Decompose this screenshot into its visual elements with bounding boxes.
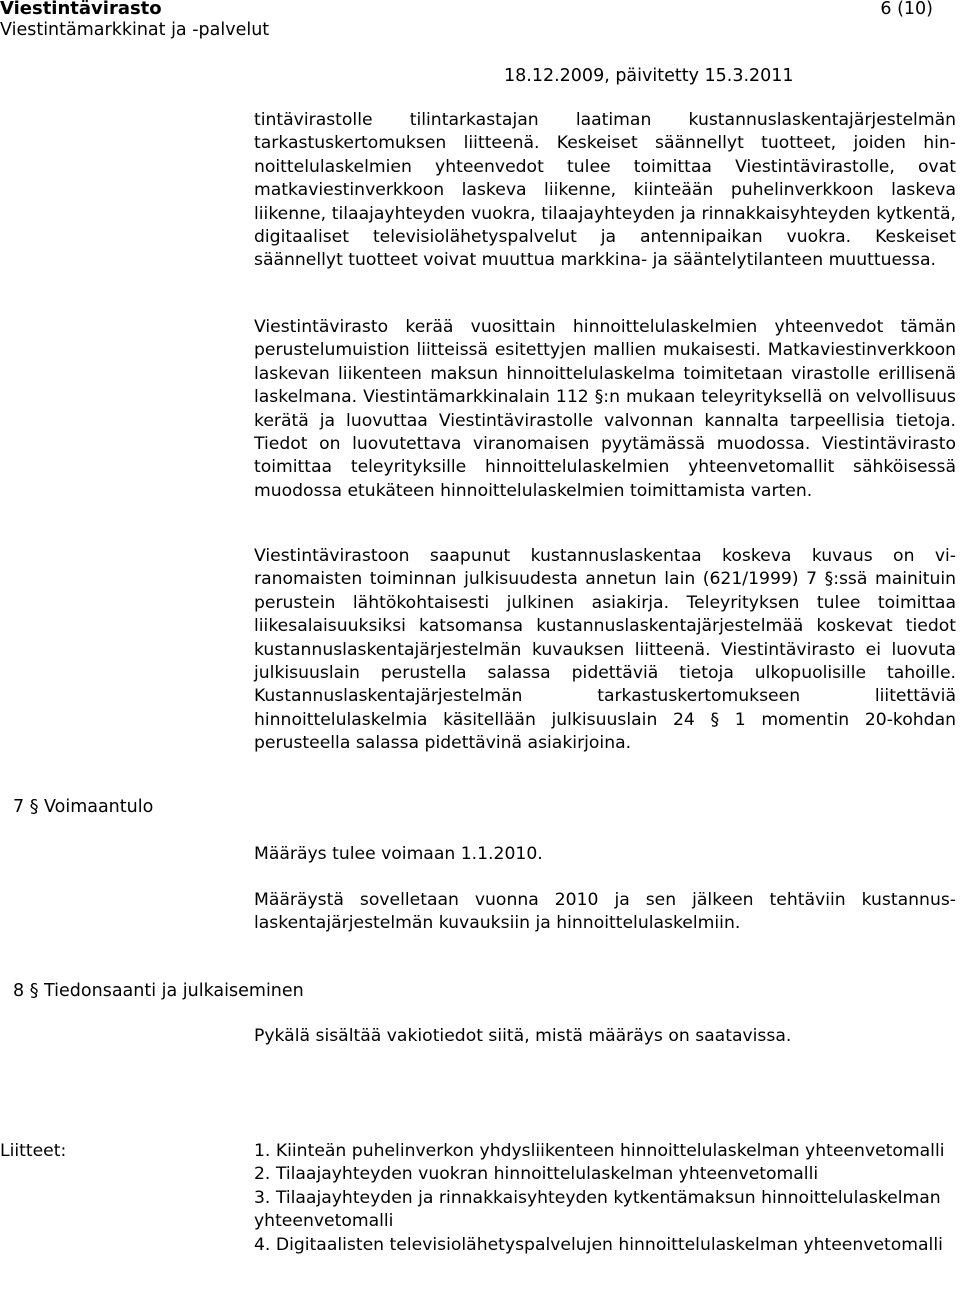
paragraph-text: Viestintävirasto kerää vuosittain hinnoittelulaskelmien yhteenvedot tämän perustelumuistion liitteissä esitettyjen mallien mukaisesti. Matkaviestinverkkoon laskevan liikenteen maksun hinnoittelulaskelma toimitetaan virastolle erillisenä laskelmana. Viestintämarkkinalain 112 §:n mukaan teleyrityksellä on velvollisuus kerätä ja luovuttaa Viestintävirastolle valvonnan kannalta tarpeellisia tietoja. Tiedot on luovutettava viranomaisen pyytämässä muodossa. Viestintävirasto toimittaa teleyrityksille hinnoittelulaskelmien yhteenvetomallit sähköisessä muodossa etukäteen hinnoittelulaskelmien toimittamista varten. [254,317,956,501]
attachment-item: 1. Kiinteän puhelinverkon yhdysliikenteen hinnoittelulaskelman yhteenvetomalli [254,1141,945,1161]
section-8-heading: 8 § Tiedonsaanti ja julkaiseminen [13,981,304,1001]
header-unit: Viestintämarkkinat ja -palvelut [0,20,270,40]
body-paragraph-1 [254,109,956,273]
section-7-paragraph-2 [254,889,956,936]
attachment-item: 4. Digitaalisten televisiolähetyspalvelujen hinnoittelulaskelman yhteenvetomalli [254,1234,943,1255]
section-7-paragraph-1 [254,843,956,866]
body-paragraph-2 [254,316,956,503]
body-paragraph-3 [254,545,956,756]
attachments-list [254,1140,956,1257]
header-organization: Viestintävirasto [0,0,162,19]
attachments-label: Liitteet: [0,1141,67,1161]
section-7-heading: 7 § Voimaantulo [13,797,154,817]
attachment-item: 3. Tilaajayhteyden ja rinnakkaisyhteyden kytkentämaksun hinnoittelulaskelman yhteenvetomalli [254,1187,941,1232]
paragraph-text: tintävirastolle tilintarkastajan laatiman kustannuslaskentajärjestelmän tarkastuskertomuksen liitteenä. Keskeiset säännellyt tuotteet, joiden hinnoittelulaskelmien yhteenvedot tulee toimittaa Viestintävirastolle, ovat matkaviestinverkkoon laskeva liikenne, kiinteään puhelinverkkoon laskeva liikenne, tilaajayhteyden vuokra, tilaajayhteyden ja rinnakkaisyhteyden kytkentä, digitaaliset televisiolähetyspalvelut ja antennipaikan vuokra. Keskeiset säännellyt tuotteet voivat muuttua markkina- ja sääntelytilanteen muuttuessa. [254,110,956,271]
section-8-paragraph-1 [254,1025,956,1048]
paragraph-text: Viestintävirastoon saapunut kustannuslaskentaa koskeva kuvaus on viranomaisten toiminnan julkisuudesta annetun lain (621/1999) 7 §:ssä mainituin perustein lähtökohtaisesti julkinen asiakirja. Teleyrityksen tulee toimittaa liikesalaisuuksiksi katsomansa kustannuslaskentajärjestelmää koskevat tiedot kustannuslaskentajärjestelmän kuvauksen liitteenä. Viestintävirasto ei luovuta julkisuuslain perustella salassa pidettäviä tietoja ulkopuolisille tahoille. Kustannuslaskentajärjestelmän tarkastuskertomukseen liitettäviä hinnoittelulaskelmia käsitellään julkisuuslain 24 § 1 momentin 20-kohdan perusteella salassa pidettävinä asiakirjoina. [254,546,956,754]
header-date: 18.12.2009, päivitetty 15.3.2011 [504,66,794,86]
paragraph-text: Määräystä sovelletaan vuonna 2010 ja sen jälkeen tehtäviin kustannuslaskentajärjestelmän kuvauksiin ja hinnoittelulaskelmiin. [254,890,956,934]
paragraph-text: Määräys tulee voimaan 1.1.2010. [254,844,543,864]
header-page-number: 6 (10) [880,0,933,19]
paragraph-text: Pykälä sisältää vakiotiedot siitä, mistä määräys on saatavissa. [254,1026,792,1046]
attachment-item: 2. Tilaajayhteyden vuokran hinnoittelulaskelman yhteenvetomalli [254,1164,819,1185]
